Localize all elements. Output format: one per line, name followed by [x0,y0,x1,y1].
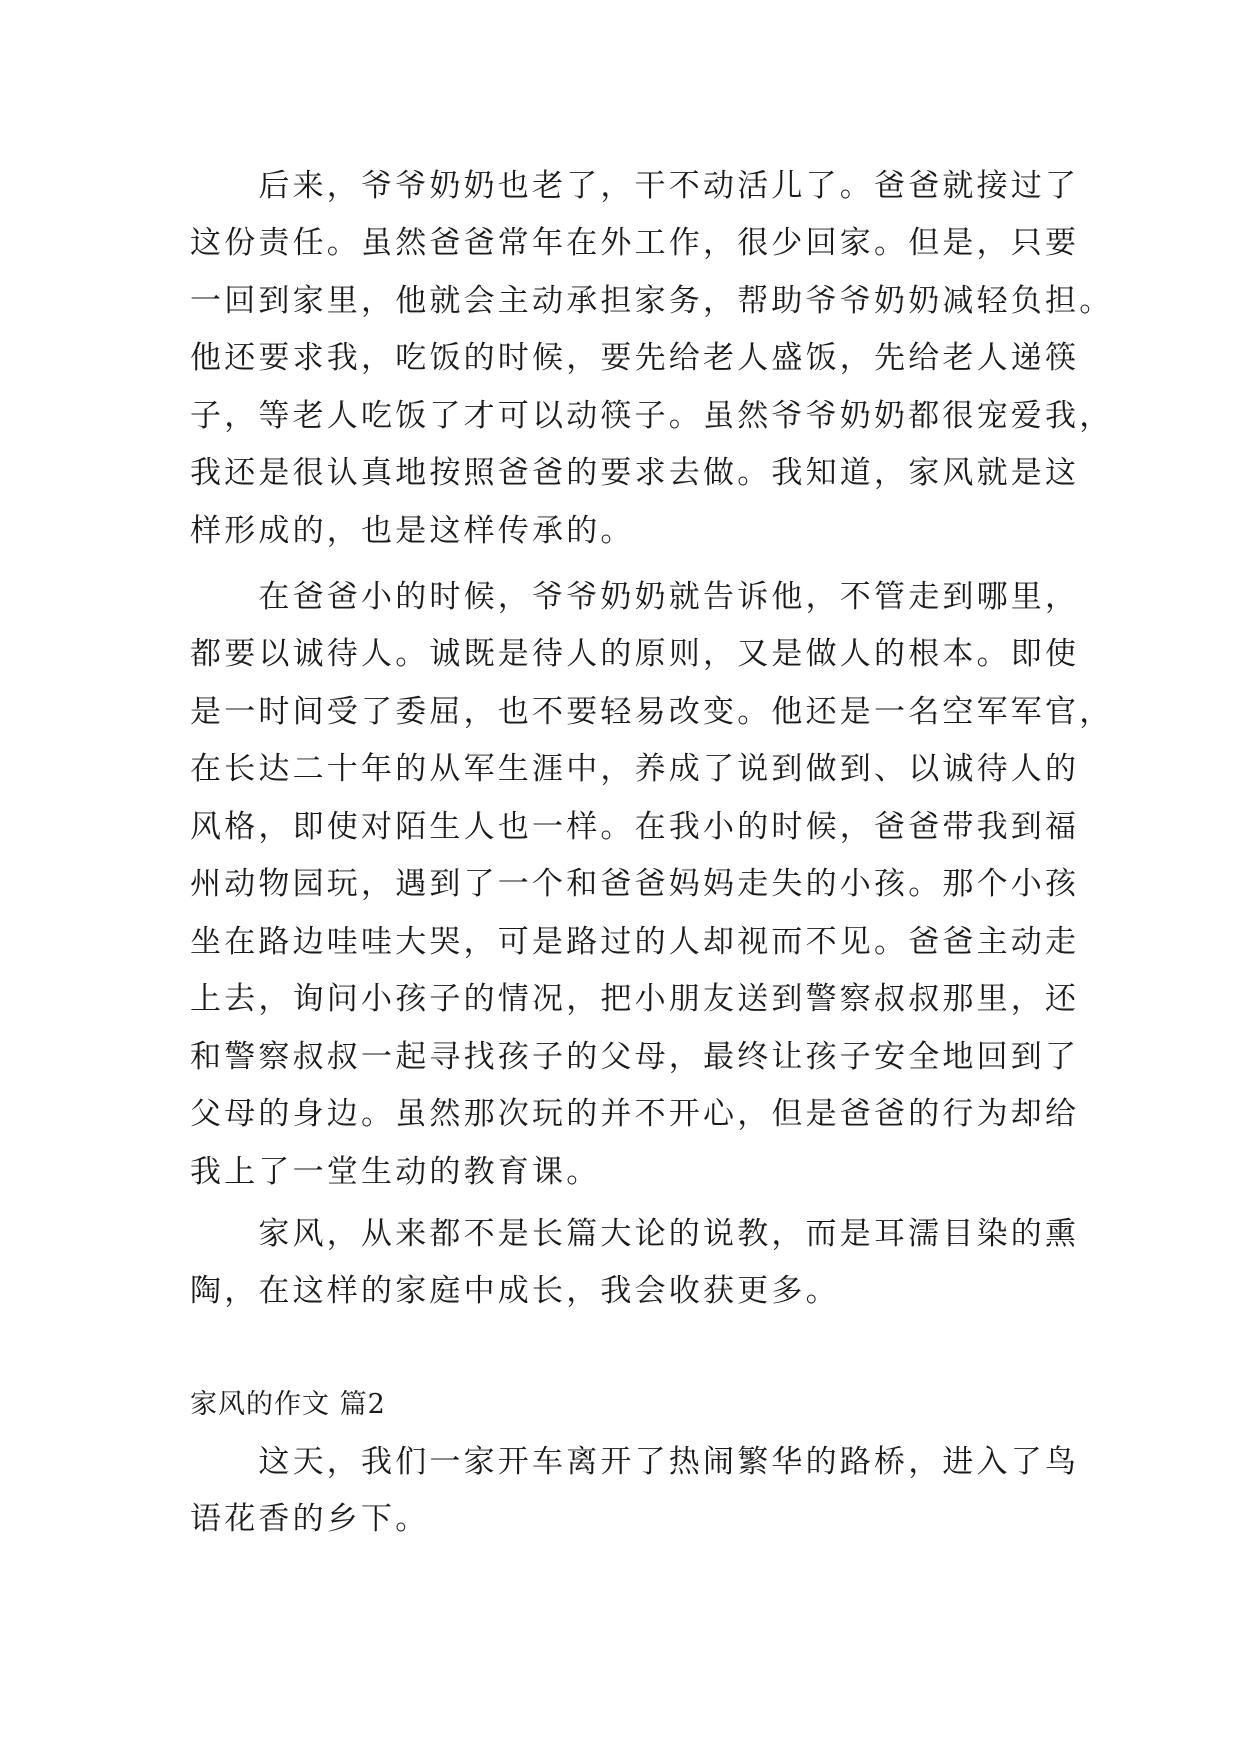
text-line: 家风，从来都不是长篇大论的说教，而是耳濡目染的熏 [190,1216,1080,1252]
text-line: 父母的身边。虽然那次玩的并不开心，但是爸爸的行为却给 [190,1096,1080,1132]
text-line: 都要以诚待人。诚既是待人的原则，又是做人的根本。即使 [190,636,1080,672]
text-line: 语花香的乡下。 [190,1501,430,1537]
text-line: 后来，爷爷奶奶也老了，干不动活儿了。爸爸就接过了 [190,168,1080,204]
text-line: 在爸爸小的时候，爷爷奶奶就告诉他，不管走到哪里， [190,579,1080,615]
text-line: 是一时间受了委屈，也不要轻易改变。他还是一名空军军官， [190,694,1114,730]
text-line: 我上了一堂生动的教育课。 [190,1154,601,1190]
text-line: 州动物园玩，遇到了一个和爸爸妈妈走失的小孩。那个小孩 [190,866,1080,902]
text-line: 和警察叔叔一起寻找孩子的父母，最终让孩子安全地回到了 [190,1039,1080,1075]
text-line: 陶，在这样的家庭中成长，我会收获更多。 [190,1273,840,1309]
text-line: 一回到家里，他就会主动承担家务，帮助爷爷奶奶减轻负担。 [190,283,1114,319]
text-line: 风格，即使对陌生人也一样。在我小的时候，爸爸带我到福 [190,809,1080,845]
section-heading: 家风的作文 篇2 [190,1389,386,1420]
text-line: 这份责任。虽然爸爸常年在外工作，很少回家。但是，只要 [190,225,1080,261]
text-line: 在长达二十年的从军生涯中，养成了说到做到、以诚待人的 [190,751,1080,787]
text-line: 样形成的，也是这样传承的。 [190,513,635,549]
text-line: 他还要求我，吃饭的时候，要先给老人盛饭，先给老人递筷 [190,340,1080,376]
text-line: 子，等老人吃饭了才可以动筷子。虽然爷爷奶奶都很宠爱我， [190,398,1114,434]
text-line: 我还是很认真地按照爸爸的要求去做。我知道，家风就是这 [190,455,1080,491]
text-line: 坐在路边哇哇大哭，可是路过的人却视而不见。爸爸主动走 [190,924,1080,960]
text-line: 这天，我们一家开车离开了热闹繁华的路桥，进入了鸟 [190,1444,1080,1480]
text-line: 上去，询问小孩子的情况，把小朋友送到警察叔叔那里，还 [190,981,1080,1017]
